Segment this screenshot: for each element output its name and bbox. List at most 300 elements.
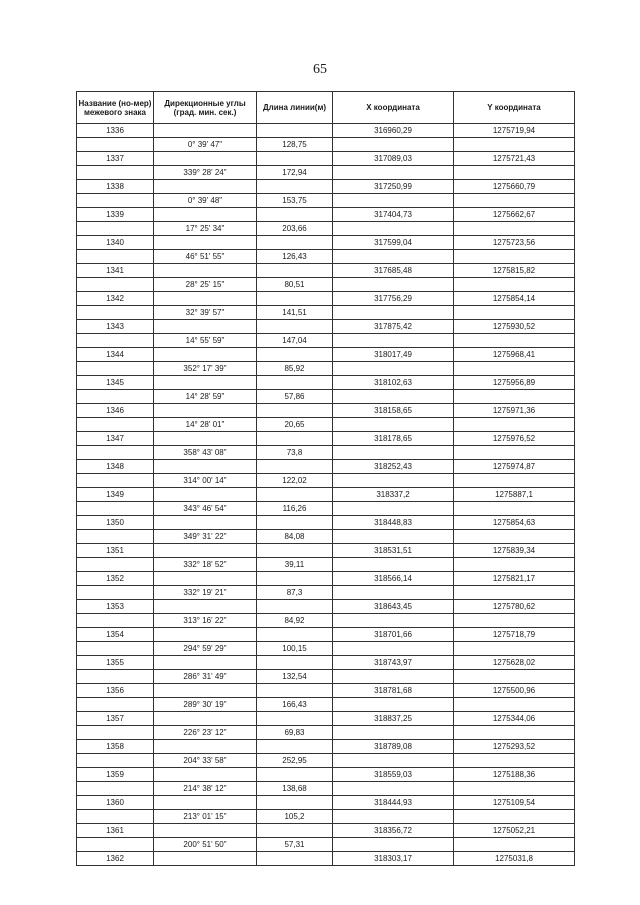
point-name: 1354	[77, 628, 154, 642]
point-name: 1353	[77, 600, 154, 614]
direction-angle: 46° 51' 55"	[154, 250, 257, 264]
table-row	[77, 628, 575, 642]
direction-angle: 349° 31' 22"	[154, 530, 257, 544]
table-row	[77, 320, 575, 334]
point-name: 1344	[77, 348, 154, 362]
empty-cell	[454, 166, 575, 180]
header-length: Длина линии(м)	[257, 92, 333, 124]
empty-cell	[333, 334, 454, 348]
y-coordinate: 1275188,36	[454, 768, 575, 782]
line-length: 126,43	[257, 250, 333, 264]
table-row	[77, 390, 575, 404]
x-coordinate: 318789,08	[333, 740, 454, 754]
line-length: 100,15	[257, 642, 333, 656]
empty-cell	[333, 194, 454, 208]
empty-cell	[454, 754, 575, 768]
line-length: 122,02	[257, 474, 333, 488]
table-row	[77, 712, 575, 726]
empty-cell	[154, 824, 257, 838]
empty-cell	[77, 362, 154, 376]
table-row	[77, 726, 575, 740]
header-x: X координата	[333, 92, 454, 124]
direction-angle: 226° 23' 12"	[154, 726, 257, 740]
y-coordinate: 1275815,82	[454, 264, 575, 278]
y-coordinate: 1275839,34	[454, 544, 575, 558]
empty-cell	[454, 614, 575, 628]
table-row	[77, 810, 575, 824]
y-coordinate: 1275628,02	[454, 656, 575, 670]
point-name: 1338	[77, 180, 154, 194]
empty-cell	[77, 166, 154, 180]
empty-cell	[333, 754, 454, 768]
empty-cell	[154, 460, 257, 474]
direction-angle: 286° 31' 49"	[154, 670, 257, 684]
empty-cell	[333, 306, 454, 320]
line-length: 57,31	[257, 838, 333, 852]
table-row	[77, 516, 575, 530]
empty-cell	[77, 726, 154, 740]
empty-cell	[454, 222, 575, 236]
empty-cell	[257, 432, 333, 446]
y-coordinate: 1275854,14	[454, 292, 575, 306]
table-row	[77, 264, 575, 278]
line-length: 20,65	[257, 418, 333, 432]
x-coordinate: 318448,83	[333, 516, 454, 530]
point-name: 1358	[77, 740, 154, 754]
table-header-row	[77, 92, 575, 124]
point-name: 1343	[77, 320, 154, 334]
empty-cell	[454, 250, 575, 264]
empty-cell	[454, 726, 575, 740]
empty-cell	[154, 292, 257, 306]
empty-cell	[454, 502, 575, 516]
point-name: 1350	[77, 516, 154, 530]
empty-cell	[77, 306, 154, 320]
line-length: 105,2	[257, 810, 333, 824]
empty-cell	[77, 670, 154, 684]
y-coordinate: 1275500,96	[454, 684, 575, 698]
line-length: 166,43	[257, 698, 333, 712]
direction-angle: 343° 46' 54"	[154, 502, 257, 516]
table-row	[77, 502, 575, 516]
y-coordinate: 1275956,89	[454, 376, 575, 390]
table-row	[77, 600, 575, 614]
line-length: 85,92	[257, 362, 333, 376]
point-name: 1345	[77, 376, 154, 390]
empty-cell	[454, 586, 575, 600]
table-row	[77, 138, 575, 152]
empty-cell	[333, 502, 454, 516]
empty-cell	[257, 544, 333, 558]
header-angle: Дирекционные углы (град. мин. сек.)	[154, 92, 257, 124]
table-row	[77, 236, 575, 250]
direction-angle: 17° 25' 34"	[154, 222, 257, 236]
line-length: 203,66	[257, 222, 333, 236]
empty-cell	[333, 222, 454, 236]
x-coordinate: 316960,29	[333, 124, 454, 138]
table-row	[77, 852, 575, 866]
empty-cell	[333, 138, 454, 152]
point-name: 1339	[77, 208, 154, 222]
empty-cell	[257, 124, 333, 138]
y-coordinate: 1275052,21	[454, 824, 575, 838]
x-coordinate: 317404,73	[333, 208, 454, 222]
point-name: 1347	[77, 432, 154, 446]
line-length: 69,83	[257, 726, 333, 740]
y-coordinate: 1275780,62	[454, 600, 575, 614]
empty-cell	[454, 306, 575, 320]
line-length: 57,86	[257, 390, 333, 404]
x-coordinate: 318444,93	[333, 796, 454, 810]
table-row	[77, 488, 575, 502]
y-coordinate: 1275344,06	[454, 712, 575, 726]
point-name: 1356	[77, 684, 154, 698]
direction-angle: 213° 01' 15"	[154, 810, 257, 824]
table-row	[77, 404, 575, 418]
empty-cell	[154, 656, 257, 670]
point-name: 1346	[77, 404, 154, 418]
empty-cell	[154, 432, 257, 446]
y-coordinate: 1275887,1	[454, 488, 575, 502]
empty-cell	[257, 488, 333, 502]
empty-cell	[257, 768, 333, 782]
table-row	[77, 166, 575, 180]
empty-cell	[333, 446, 454, 460]
empty-cell	[454, 138, 575, 152]
empty-cell	[154, 264, 257, 278]
x-coordinate: 318252,43	[333, 460, 454, 474]
empty-cell	[154, 404, 257, 418]
table-row	[77, 362, 575, 376]
y-coordinate: 1275974,87	[454, 460, 575, 474]
x-coordinate: 318837,25	[333, 712, 454, 726]
empty-cell	[154, 740, 257, 754]
empty-cell	[257, 320, 333, 334]
line-length: 84,92	[257, 614, 333, 628]
empty-cell	[333, 362, 454, 376]
empty-cell	[77, 222, 154, 236]
y-coordinate: 1275723,56	[454, 236, 575, 250]
empty-cell	[154, 796, 257, 810]
empty-cell	[454, 838, 575, 852]
empty-cell	[257, 264, 333, 278]
coordinates-table	[76, 91, 575, 866]
empty-cell	[454, 474, 575, 488]
x-coordinate: 318643,45	[333, 600, 454, 614]
direction-angle: 313° 16' 22"	[154, 614, 257, 628]
line-length: 147,04	[257, 334, 333, 348]
empty-cell	[77, 278, 154, 292]
y-coordinate: 1275293,52	[454, 740, 575, 754]
empty-cell	[257, 208, 333, 222]
line-length: 87,3	[257, 586, 333, 600]
line-length: 84,08	[257, 530, 333, 544]
table-row	[77, 250, 575, 264]
table-row	[77, 530, 575, 544]
y-coordinate: 1275821,17	[454, 572, 575, 586]
empty-cell	[333, 614, 454, 628]
table-row	[77, 292, 575, 306]
table-row	[77, 838, 575, 852]
empty-cell	[333, 418, 454, 432]
point-name: 1355	[77, 656, 154, 670]
empty-cell	[333, 278, 454, 292]
table-row	[77, 796, 575, 810]
empty-cell	[454, 390, 575, 404]
point-name: 1352	[77, 572, 154, 586]
empty-cell	[77, 782, 154, 796]
empty-cell	[333, 586, 454, 600]
empty-cell	[454, 362, 575, 376]
direction-angle: 332° 18' 52"	[154, 558, 257, 572]
table-row	[77, 614, 575, 628]
empty-cell	[333, 390, 454, 404]
empty-cell	[257, 796, 333, 810]
direction-angle: 0° 39' 48"	[154, 194, 257, 208]
empty-cell	[77, 698, 154, 712]
empty-cell	[154, 516, 257, 530]
empty-cell	[77, 614, 154, 628]
x-coordinate: 317250,99	[333, 180, 454, 194]
empty-cell	[333, 530, 454, 544]
empty-cell	[257, 292, 333, 306]
direction-angle: 204° 33' 58"	[154, 754, 257, 768]
empty-cell	[77, 446, 154, 460]
empty-cell	[77, 194, 154, 208]
empty-cell	[154, 124, 257, 138]
empty-cell	[154, 320, 257, 334]
x-coordinate: 317599,04	[333, 236, 454, 250]
empty-cell	[454, 446, 575, 460]
empty-cell	[77, 810, 154, 824]
table-row	[77, 642, 575, 656]
direction-angle: 200° 51' 50"	[154, 838, 257, 852]
empty-cell	[333, 698, 454, 712]
x-coordinate: 318559,03	[333, 768, 454, 782]
table-row	[77, 740, 575, 754]
empty-cell	[333, 642, 454, 656]
empty-cell	[257, 460, 333, 474]
empty-cell	[77, 558, 154, 572]
point-name: 1336	[77, 124, 154, 138]
empty-cell	[77, 138, 154, 152]
empty-cell	[154, 852, 257, 866]
table-row	[77, 670, 575, 684]
table-row	[77, 376, 575, 390]
table-row	[77, 278, 575, 292]
empty-cell	[333, 166, 454, 180]
table-row	[77, 152, 575, 166]
empty-cell	[154, 600, 257, 614]
line-length: 80,51	[257, 278, 333, 292]
table-row	[77, 348, 575, 362]
line-length: 116,26	[257, 502, 333, 516]
x-coordinate: 318303,17	[333, 852, 454, 866]
table-row	[77, 768, 575, 782]
empty-cell	[454, 642, 575, 656]
table-row	[77, 656, 575, 670]
empty-cell	[454, 418, 575, 432]
line-length: 153,75	[257, 194, 333, 208]
table-row	[77, 222, 575, 236]
empty-cell	[257, 152, 333, 166]
empty-cell	[454, 530, 575, 544]
direction-angle: 0° 39' 47"	[154, 138, 257, 152]
x-coordinate: 318178,65	[333, 432, 454, 446]
empty-cell	[154, 768, 257, 782]
empty-cell	[333, 810, 454, 824]
empty-cell	[333, 838, 454, 852]
table-row	[77, 782, 575, 796]
empty-cell	[454, 670, 575, 684]
table-body	[77, 124, 575, 866]
empty-cell	[257, 740, 333, 754]
y-coordinate: 1275854,63	[454, 516, 575, 530]
empty-cell	[77, 642, 154, 656]
coordinates-table-container	[76, 91, 574, 866]
y-coordinate: 1275031,8	[454, 852, 575, 866]
table-row	[77, 334, 575, 348]
empty-cell	[77, 838, 154, 852]
empty-cell	[154, 628, 257, 642]
empty-cell	[454, 334, 575, 348]
y-coordinate: 1275721,43	[454, 152, 575, 166]
header-name: Название (но-мер) межевого знака	[77, 92, 154, 124]
empty-cell	[77, 250, 154, 264]
line-length: 132,54	[257, 670, 333, 684]
x-coordinate: 318781,68	[333, 684, 454, 698]
empty-cell	[257, 628, 333, 642]
table-row	[77, 306, 575, 320]
y-coordinate: 1275660,79	[454, 180, 575, 194]
table-row	[77, 432, 575, 446]
x-coordinate: 317756,29	[333, 292, 454, 306]
direction-angle: 294° 59' 29"	[154, 642, 257, 656]
empty-cell	[257, 404, 333, 418]
empty-cell	[154, 544, 257, 558]
direction-angle: 32° 39' 57"	[154, 306, 257, 320]
x-coordinate: 318102,63	[333, 376, 454, 390]
empty-cell	[77, 474, 154, 488]
table-row	[77, 460, 575, 474]
empty-cell	[257, 180, 333, 194]
empty-cell	[154, 180, 257, 194]
empty-cell	[333, 558, 454, 572]
table-row	[77, 698, 575, 712]
x-coordinate: 318743,97	[333, 656, 454, 670]
point-name: 1361	[77, 824, 154, 838]
y-coordinate: 1275719,94	[454, 124, 575, 138]
x-coordinate: 318356,72	[333, 824, 454, 838]
line-length: 128,75	[257, 138, 333, 152]
table-row	[77, 418, 575, 432]
empty-cell	[77, 390, 154, 404]
point-name: 1357	[77, 712, 154, 726]
empty-cell	[154, 572, 257, 586]
y-coordinate: 1275976,52	[454, 432, 575, 446]
y-coordinate: 1275930,52	[454, 320, 575, 334]
line-length: 39,11	[257, 558, 333, 572]
empty-cell	[154, 348, 257, 362]
x-coordinate: 318701,66	[333, 628, 454, 642]
empty-cell	[154, 684, 257, 698]
direction-angle: 352° 17' 39"	[154, 362, 257, 376]
table-row	[77, 754, 575, 768]
empty-cell	[333, 670, 454, 684]
point-name: 1359	[77, 768, 154, 782]
empty-cell	[154, 376, 257, 390]
table-row	[77, 124, 575, 138]
table-row	[77, 824, 575, 838]
x-coordinate: 318017,49	[333, 348, 454, 362]
empty-cell	[77, 754, 154, 768]
direction-angle: 214° 38' 12"	[154, 782, 257, 796]
table-row	[77, 208, 575, 222]
empty-cell	[454, 194, 575, 208]
empty-cell	[154, 236, 257, 250]
point-name: 1340	[77, 236, 154, 250]
line-length: 252,95	[257, 754, 333, 768]
direction-angle: 314° 00' 14"	[154, 474, 257, 488]
empty-cell	[154, 152, 257, 166]
empty-cell	[257, 656, 333, 670]
direction-angle: 332° 19' 21"	[154, 586, 257, 600]
empty-cell	[154, 208, 257, 222]
direction-angle: 14° 28' 01"	[154, 418, 257, 432]
empty-cell	[77, 530, 154, 544]
point-name: 1362	[77, 852, 154, 866]
table-row	[77, 544, 575, 558]
empty-cell	[333, 474, 454, 488]
table-row	[77, 446, 575, 460]
empty-cell	[77, 502, 154, 516]
empty-cell	[257, 348, 333, 362]
empty-cell	[257, 236, 333, 250]
x-coordinate: 318337,2	[333, 488, 454, 502]
empty-cell	[77, 418, 154, 432]
empty-cell	[454, 278, 575, 292]
empty-cell	[154, 488, 257, 502]
direction-angle: 14° 28' 59"	[154, 390, 257, 404]
line-length: 138,68	[257, 782, 333, 796]
y-coordinate: 1275971,36	[454, 404, 575, 418]
point-name: 1341	[77, 264, 154, 278]
x-coordinate: 317685,48	[333, 264, 454, 278]
empty-cell	[154, 712, 257, 726]
direction-angle: 14° 55' 59"	[154, 334, 257, 348]
empty-cell	[333, 250, 454, 264]
x-coordinate: 318566,14	[333, 572, 454, 586]
point-name: 1337	[77, 152, 154, 166]
y-coordinate: 1275109,54	[454, 796, 575, 810]
x-coordinate: 318531,51	[333, 544, 454, 558]
point-name: 1342	[77, 292, 154, 306]
empty-cell	[77, 334, 154, 348]
x-coordinate: 318158,65	[333, 404, 454, 418]
table-row	[77, 558, 575, 572]
x-coordinate: 317875,42	[333, 320, 454, 334]
point-name: 1360	[77, 796, 154, 810]
y-coordinate: 1275718,79	[454, 628, 575, 642]
empty-cell	[257, 684, 333, 698]
table-row	[77, 474, 575, 488]
line-length: 172,94	[257, 166, 333, 180]
empty-cell	[333, 726, 454, 740]
point-name: 1349	[77, 488, 154, 502]
empty-cell	[454, 558, 575, 572]
y-coordinate: 1275662,67	[454, 208, 575, 222]
empty-cell	[257, 712, 333, 726]
